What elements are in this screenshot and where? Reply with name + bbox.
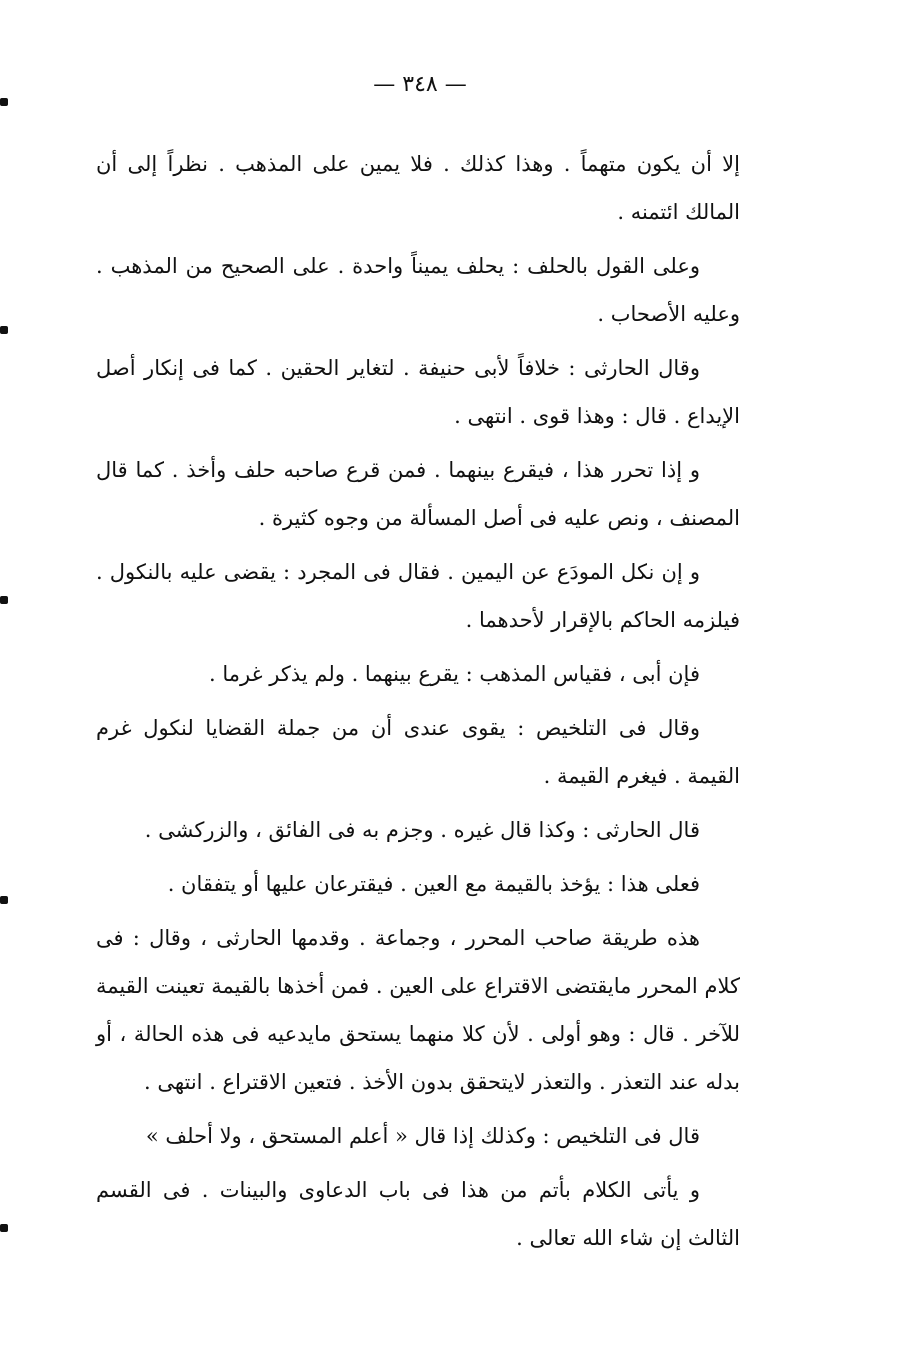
binding-mark [0, 596, 8, 604]
paragraph-10: هذه طريقة صاحب المحرر ، وجماعة . وقدمها الحارثى ، وقال : فى كلام المحرر مايقتضى الاقتراع على العين . فمن أخذها بالقيمة تعينت القيمة للآخر . قال : وهو أولى . لأن كلا منهما يستحق مايدعيه فى هذه الحالة ، أو بدله عند التعذر . والتعذر لايتحقق بدون الأخذ . فتعين الاقتراع . انتهى . [96, 926, 740, 1094]
binding-mark [0, 98, 8, 106]
paragraph-4: و إذا تحرر هذا ، فيقرع بينهما . فمن قرع صاحبه حلف وأخذ . كما قال المصنف ، ونص عليه فى أصل المسألة من وجوه كثيرة . [96, 458, 740, 530]
page-number: — ٣٤٨ — [373, 72, 467, 97]
paragraph-8: قال الحارثى : وكذا قال غيره . وجزم به فى الفائق ، والزركشى . [144, 818, 700, 842]
body-text [96, 140, 740, 1268]
paragraph-12: و يأتى الكلام بأتم من هذا فى باب الدعاوى والبينات . فى القسم الثالث إن شاء الله تعالى . [96, 1178, 740, 1250]
paragraph-5: و إن نكل المودَع عن اليمين . فقال فى المجرد : يقضى عليه بالنكول . فيلزمه الحاكم بالإقرار لأحدهما . [96, 560, 740, 632]
binding-mark [0, 326, 8, 334]
binding-mark [0, 896, 8, 904]
paragraph-9: فعلى هذا : يؤخذ بالقيمة مع العين . فيقترعان عليها أو يتفقان . [167, 872, 700, 896]
paragraph-1: إلا أن يكون متهماً . وهذا كذلك . فلا يمين على المذهب . نظراً إلى أن المالك ائتمنه . [96, 152, 740, 224]
paragraph-2: وعلى القول بالحلف : يحلف يميناً واحدة . على الصحيح من المذهب . وعليه الأصحاب . [96, 254, 740, 326]
binding-mark [0, 1224, 8, 1232]
paragraph-7: وقال فى التلخيص : يقوى عندى أن من جملة القضايا لنكول غرم القيمة . فيغرم القيمة . [96, 716, 740, 788]
paragraph-11: قال فى التلخيص : وكذلك إذا قال « أعلم المستحق ، ولا أحلف » [145, 1124, 700, 1148]
paragraph-6: فإن أبى ، فقياس المذهب : يقرع بينهما . ولم يذكر غرما . [209, 662, 700, 686]
paragraph-3: وقال الحارثى : خلافاً لأبى حنيفة . لتغاير الحقين . كما فى إنكار أصل الإيداع . قال : وهذا قوى . انتهى . [96, 356, 740, 428]
